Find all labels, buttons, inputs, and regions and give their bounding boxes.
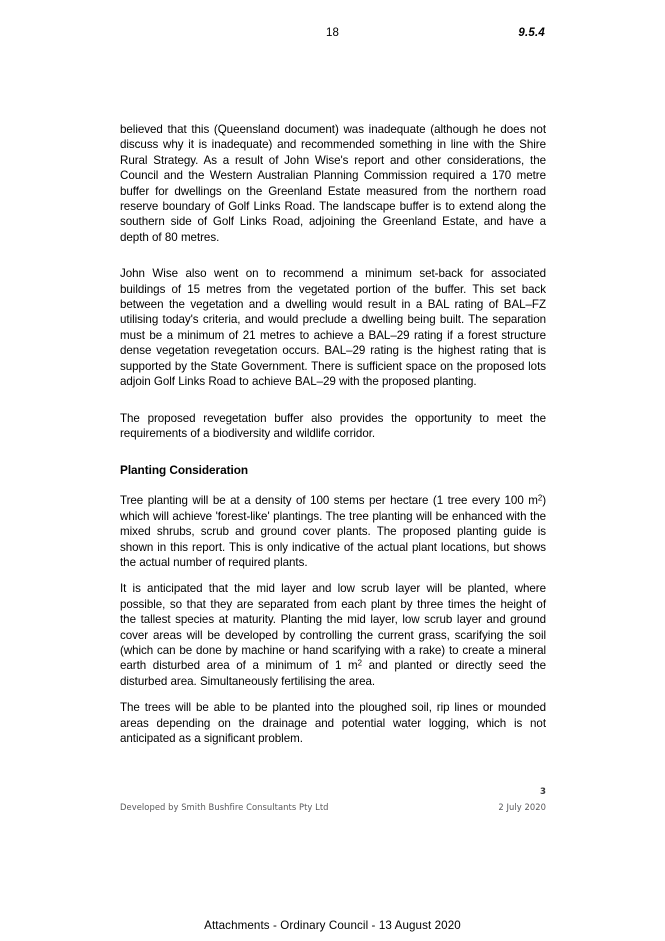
body-paragraph-2: John Wise also went on to recommend a minimum set-back for associated buildings of 15 metres from the vegetated portion of the buffer. This set back between the vegetation and a dwelling would result in a BAL rating of BAL–FZ utilising today's criteria, and would preclude a dwelling being built. The separation must be a minimum of 21 metres to achieve a BAL–29 rating if a forest structure dense vegetation revegetation occurs. BAL–29 rating is the highest rating that is supported by the State Government. There is sufficient space on the proposed lots adjoin Golf Links Road to achieve BAL–29 with the proposed planting. — [120, 267, 546, 389]
body-paragraph-4-text-after-superscript: ) which will achieve 'forest-like' plantings. The tree planting will be enhanced with the mixed shrubs, scrub and ground cover plants. The proposed planting guide is shown in this report. This is only indicative of the actual plant locations, but shows the actual number of required plants. — [120, 494, 546, 569]
body-paragraph-5 — [120, 581, 546, 689]
footer-developed-by: Developed by Smith Bushfire Consultants Pty Ltd — [120, 802, 329, 812]
report-footer — [120, 786, 546, 820]
body-paragraph-3: The proposed revegetation buffer also provides the opportunity to meet the requirements of a biodiversity and wildlife corridor. — [120, 411, 546, 440]
heading-gap — [120, 478, 546, 493]
body-paragraph-1: believed that this (Queensland document) was inadequate (although he does not discuss why it is inadequate) and recommended something in line with the Shire Rural Strategy. As a result of John Wise's report and other considerations, the Council and the Western Australian Planning Commission required a 170 metre buffer for dwellings on the Greenland Estate measured from the northern road reserve boundary of Golf Links Road. The landscape buffer is to extend along the southern side of Golf Links Road, adjoining the Greenland Estate, and have a depth of 80 metres. — [120, 123, 546, 244]
footer-report-page-number: 3 — [540, 787, 546, 797]
body-paragraph-4-text-before-superscript: Tree planting will be at a density of 100 stems per hectare (1 tree every 100 m — [120, 494, 538, 508]
body-paragraph-6: The trees will be able to be planted into the ploughed soil, rip lines or mounded areas depending on the drainage and potential water logging, which is not anticipated as a significant problem. — [120, 701, 546, 745]
section-heading-planting-consideration: Planting Consideration — [120, 463, 249, 478]
square-metre-superscript: 2 — [537, 494, 543, 503]
document-body — [120, 122, 546, 746]
heading-gap — [120, 441, 546, 463]
agenda-item-reference: 9.5.4 — [518, 27, 545, 39]
square-metre-superscript: 2 — [357, 659, 362, 669]
footer-report-date: 2 July 2020 — [498, 802, 546, 812]
page-number: 18 — [326, 27, 339, 39]
paragraph-gap — [120, 570, 546, 581]
body-paragraph-5-text-after-superscript: and planted or directly seed the disturbed area. Simultaneously fertilising the area. — [120, 659, 546, 688]
paragraph-gap — [120, 255, 546, 266]
body-paragraph-4 — [120, 493, 546, 570]
body-paragraph-5-text-before-superscript: It is anticipated that the mid layer and low scrub layer will be planted, where possible, so that they are separated from each plant by three times the height of the tallest species at maturity. Planting the mid layer, low scrub layer and ground cover areas will be developed by controlling the current grass, scarifying the soil (which can be done by machine or hand scarifying with a rake) to create a mineral earth disturbed area of a minimum of 1 m — [120, 582, 546, 673]
paragraph-gap — [120, 400, 546, 411]
paragraph-gap — [120, 689, 546, 700]
document-header — [120, 26, 545, 44]
attachment-footer-label: Attachments - Ordinary Council - 13 August 2020 — [204, 919, 461, 932]
